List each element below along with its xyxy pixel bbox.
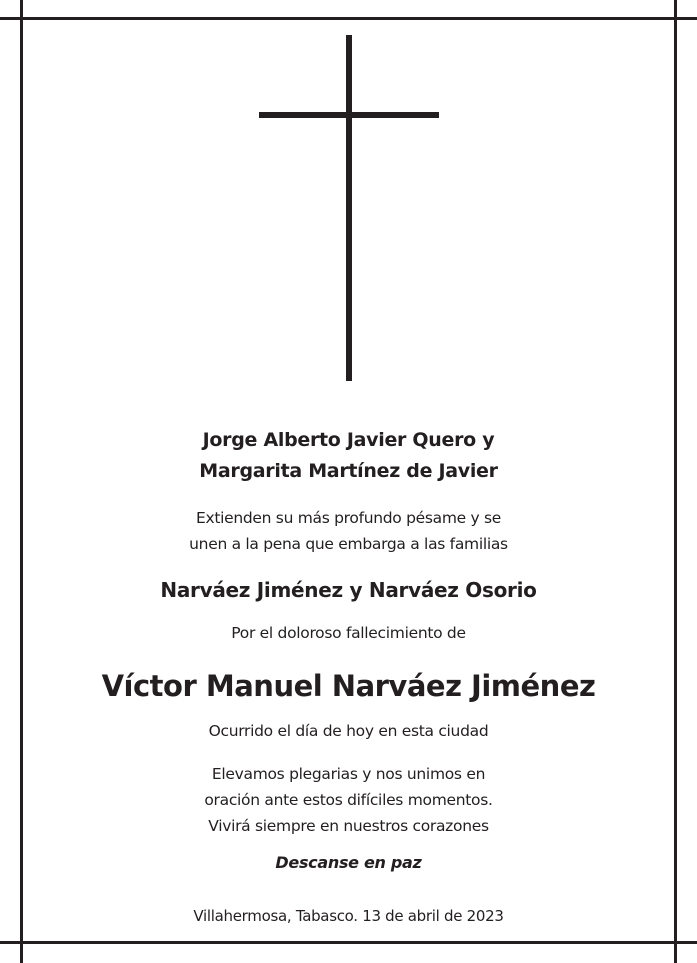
sender-line: Jorge Alberto Javier Quero y xyxy=(202,429,495,451)
place-and-date: Villahermosa, Tabasco. 13 de abril de 2023 xyxy=(193,907,504,925)
sender-line: Margarita Martínez de Javier xyxy=(199,460,498,482)
obituary-notice xyxy=(23,0,674,963)
farewell-text: Descanse en paz xyxy=(275,853,422,872)
families-names: Narváez Jiménez y Narváez Osorio xyxy=(160,578,537,602)
prayer-message xyxy=(23,761,674,839)
senders-names xyxy=(23,425,674,487)
occurrence-note: Ocurrido el día de hoy en esta ciudad xyxy=(208,722,489,740)
condolence-message xyxy=(23,505,674,557)
prayer-line: Vivirá siempre en nuestros corazones xyxy=(208,817,489,835)
prayer-line: Elevamos plegarias y nos unimos en xyxy=(211,765,486,783)
condolence-line: unen a la pena que embarga a las familias xyxy=(189,535,508,553)
bereavement-intro: Por el doloroso fallecimiento de xyxy=(231,624,466,642)
prayer-line: oración ante estos difíciles momentos. xyxy=(204,791,493,809)
frame-right-line xyxy=(674,0,677,963)
condolence-line: Extienden su más profundo pésame y se xyxy=(195,509,502,527)
deceased-name: Víctor Manuel Narváez Jiménez xyxy=(101,669,596,703)
